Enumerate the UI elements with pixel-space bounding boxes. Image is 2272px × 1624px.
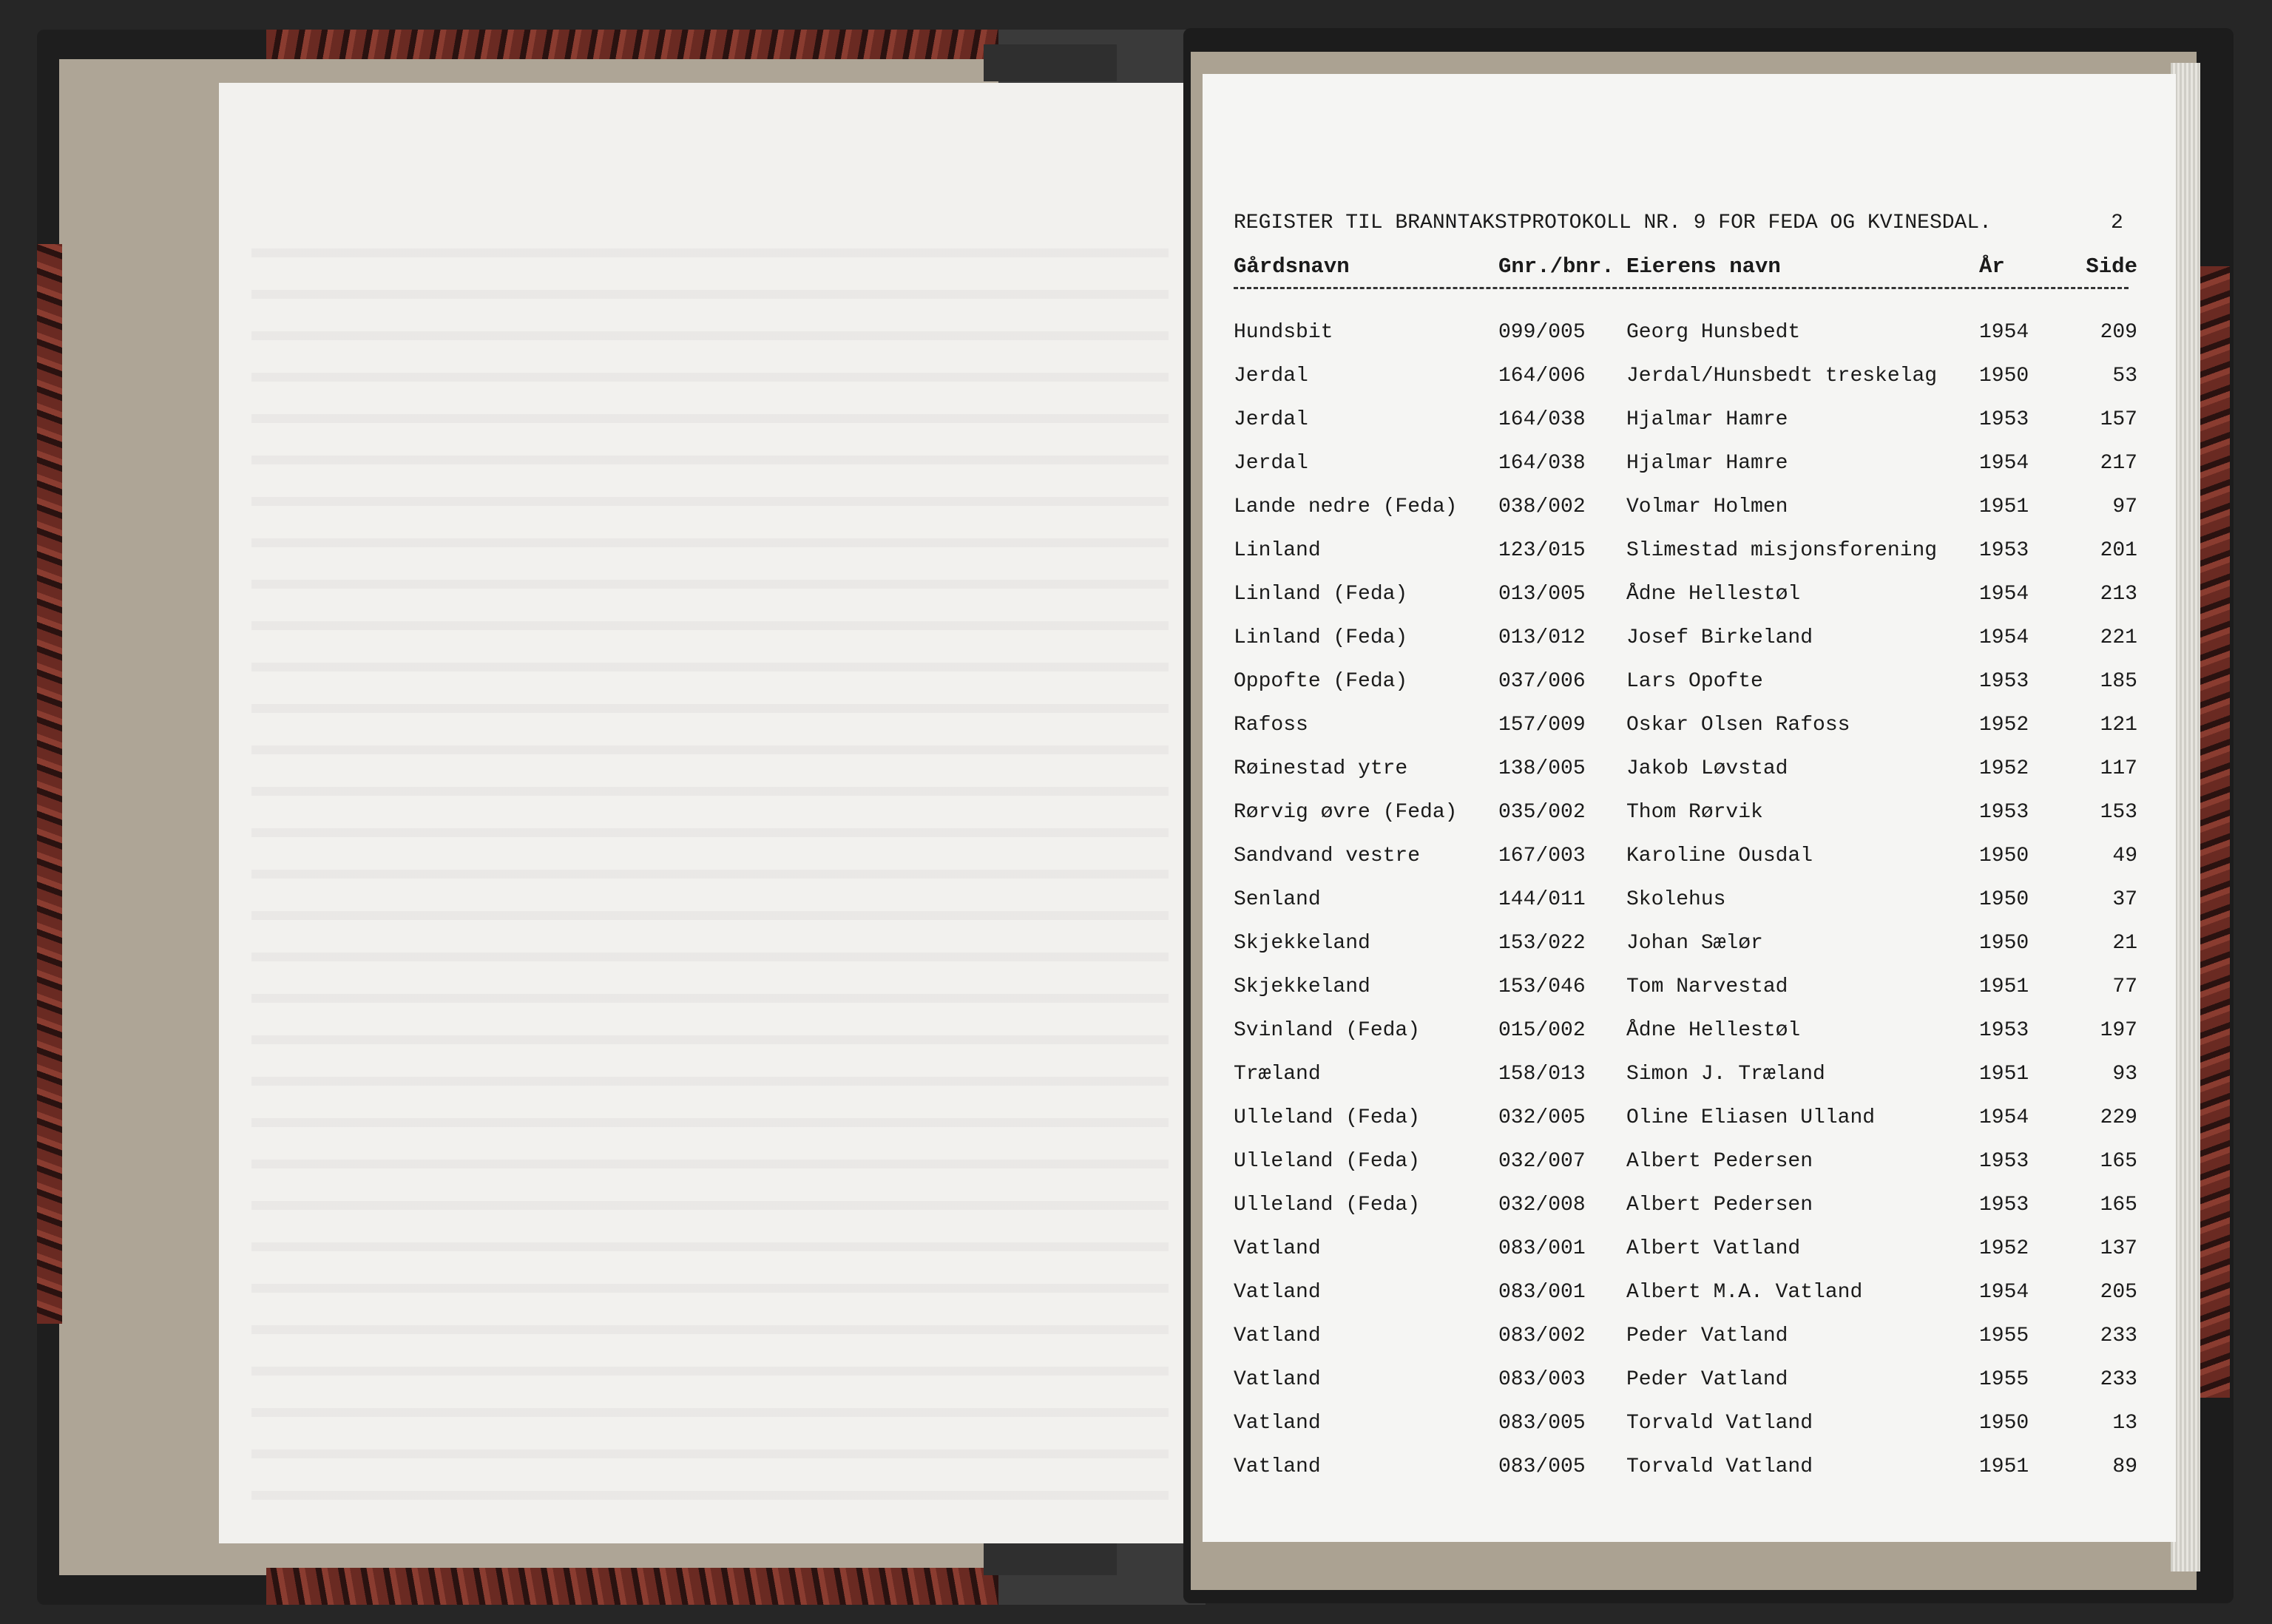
owner-cell: Oline Eliasen Ulland <box>1626 1106 1876 1129</box>
year-cell: 1951 <box>1979 495 2029 518</box>
owner-cell: Josef Birkeland <box>1626 626 1813 649</box>
farm-cell: Ulleland (Feda) <box>1234 1150 1421 1173</box>
farm-cell: Jerdal <box>1234 452 1308 475</box>
owner-cell: Hjalmar Hamre <box>1626 452 1788 475</box>
year-cell: 1954 <box>1979 321 2029 344</box>
farm-cell: Jerdal <box>1234 365 1308 388</box>
side-cell: 201 <box>2100 539 2137 562</box>
year-cell: 1953 <box>1979 408 2029 431</box>
side-cell: 117 <box>2100 757 2137 780</box>
gnr-cell: 083/001 <box>1498 1281 1586 1304</box>
table-row <box>1234 1368 2143 1398</box>
table-row <box>1234 714 2143 743</box>
farm-cell: Rafoss <box>1234 714 1308 737</box>
year-cell: 1954 <box>1979 452 2029 475</box>
farm-cell: Linland (Feda) <box>1234 626 1408 649</box>
table-row <box>1234 1324 2143 1354</box>
gnr-cell: 083/001 <box>1498 1237 1586 1260</box>
owner-cell: Ådne Hellestøl <box>1626 583 1801 606</box>
table-row <box>1234 408 2143 438</box>
table-row <box>1234 321 2143 351</box>
table-row <box>1234 1237 2143 1267</box>
owner-cell: Torvald Vatland <box>1626 1412 1813 1435</box>
table-row <box>1234 1063 2143 1092</box>
gnr-cell: 144/011 <box>1498 888 1586 911</box>
year-cell: 1950 <box>1979 1412 2029 1435</box>
side-cell: 121 <box>2100 714 2137 737</box>
table-row <box>1234 801 2143 830</box>
side-cell: 157 <box>2100 408 2137 431</box>
owner-cell: Albert M.A. Vatland <box>1626 1281 1863 1304</box>
side-cell: 221 <box>2100 626 2137 649</box>
table-row <box>1234 670 2143 700</box>
year-cell: 1950 <box>1979 845 2029 867</box>
owner-cell: Jakob Løvstad <box>1626 757 1788 780</box>
owner-cell: Albert Vatland <box>1626 1237 1801 1260</box>
year-cell: 1950 <box>1979 932 2029 955</box>
table-row <box>1234 975 2143 1005</box>
gnr-cell: 083/005 <box>1498 1412 1586 1435</box>
table-row <box>1234 1019 2143 1049</box>
table-row <box>1234 888 2143 918</box>
side-cell: 93 <box>2112 1063 2137 1086</box>
table-row <box>1234 452 2143 481</box>
side-cell: 89 <box>2112 1455 2137 1478</box>
gnr-cell: 032/008 <box>1498 1194 1586 1217</box>
farm-cell: Træland <box>1234 1063 1321 1086</box>
side-cell: 233 <box>2100 1324 2137 1347</box>
side-cell: 153 <box>2100 801 2137 824</box>
year-cell: 1952 <box>1979 1237 2029 1260</box>
farm-cell: Vatland <box>1234 1455 1321 1478</box>
gnr-cell: 164/006 <box>1498 365 1586 388</box>
marbled-edge-top <box>266 30 1006 59</box>
marbled-edge-bottom <box>266 1568 1006 1605</box>
owner-cell: Peder Vatland <box>1626 1324 1788 1347</box>
owner-cell: Hjalmar Hamre <box>1626 408 1788 431</box>
year-cell: 1953 <box>1979 670 2029 693</box>
year-cell: 1950 <box>1979 888 2029 911</box>
owner-cell: Lars Opofte <box>1626 670 1763 693</box>
year-cell: 1955 <box>1979 1324 2029 1347</box>
owner-cell: Tom Narvestad <box>1626 975 1788 998</box>
gnr-cell: 013/012 <box>1498 626 1586 649</box>
farm-cell: Senland <box>1234 888 1321 911</box>
spine-cloth-top <box>984 44 1117 81</box>
gnr-cell: 013/005 <box>1498 583 1586 606</box>
table-row <box>1234 539 2143 569</box>
document-title: REGISTER TIL BRANNTAKSTPROTOKOLL NR. 9 FOR FEDA OG KVINESDAL. <box>1234 212 1992 234</box>
table-row <box>1234 1106 2143 1136</box>
farm-cell: Vatland <box>1234 1281 1321 1304</box>
table-row <box>1234 495 2143 525</box>
side-cell: 37 <box>2112 888 2137 911</box>
table-row <box>1234 1455 2143 1485</box>
owner-cell: Oskar Olsen Rafoss <box>1626 714 1850 737</box>
year-cell: 1952 <box>1979 714 2029 737</box>
year-cell: 1954 <box>1979 1281 2029 1304</box>
year-cell: 1953 <box>1979 539 2029 562</box>
year-cell: 1952 <box>1979 757 2029 780</box>
year-cell: 1954 <box>1979 583 2029 606</box>
table-row <box>1234 1150 2143 1180</box>
farm-cell: Vatland <box>1234 1412 1321 1435</box>
gnr-cell: 157/009 <box>1498 714 1586 737</box>
gnr-cell: 083/005 <box>1498 1455 1586 1478</box>
table-row <box>1234 1194 2143 1223</box>
year-cell: 1953 <box>1979 1019 2029 1042</box>
owner-cell: Torvald Vatland <box>1626 1455 1813 1478</box>
side-cell: 205 <box>2100 1281 2137 1304</box>
side-cell: 21 <box>2112 932 2137 955</box>
year-cell: 1950 <box>1979 365 2029 388</box>
gnr-cell: 153/046 <box>1498 975 1586 998</box>
gnr-cell: 099/005 <box>1498 321 1586 344</box>
farm-cell: Skjekkeland <box>1234 932 1370 955</box>
table-row <box>1234 932 2143 961</box>
farm-cell: Oppofte (Feda) <box>1234 670 1408 693</box>
owner-cell: Volmar Holmen <box>1626 495 1788 518</box>
owner-cell: Peder Vatland <box>1626 1368 1788 1391</box>
side-cell: 197 <box>2100 1019 2137 1042</box>
farm-cell: Linland (Feda) <box>1234 583 1408 606</box>
farm-cell: Røinestad ytre <box>1234 757 1408 780</box>
year-cell: 1954 <box>1979 1106 2029 1129</box>
gnr-cell: 158/013 <box>1498 1063 1586 1086</box>
owner-cell: Georg Hunsbedt <box>1626 321 1801 344</box>
owner-cell: Thom Rørvik <box>1626 801 1763 824</box>
owner-cell: Simon J. Træland <box>1626 1063 1825 1086</box>
gnr-cell: 164/038 <box>1498 408 1586 431</box>
table-row <box>1234 845 2143 874</box>
gnr-cell: 015/002 <box>1498 1019 1586 1042</box>
table-row <box>1234 626 2143 656</box>
left-page <box>219 83 1203 1543</box>
owner-cell: Albert Pedersen <box>1626 1194 1813 1217</box>
year-cell: 1953 <box>1979 1194 2029 1217</box>
year-cell: 1951 <box>1979 975 2029 998</box>
side-cell: 53 <box>2112 365 2137 388</box>
side-cell: 213 <box>2100 583 2137 606</box>
owner-cell: Slimestad misjonsforening <box>1626 539 1938 562</box>
gnr-cell: 032/005 <box>1498 1106 1586 1129</box>
farm-cell: Lande nedre (Feda) <box>1234 495 1458 518</box>
gnr-cell: 037/006 <box>1498 670 1586 693</box>
farm-cell: Vatland <box>1234 1324 1321 1347</box>
table-row <box>1234 583 2143 612</box>
gnr-cell: 083/003 <box>1498 1368 1586 1391</box>
gnr-cell: 038/002 <box>1498 495 1586 518</box>
farm-cell: Hundsbit <box>1234 321 1333 344</box>
side-cell: 217 <box>2100 452 2137 475</box>
farm-cell: Sandvand vestre <box>1234 845 1421 867</box>
side-cell: 185 <box>2100 670 2137 693</box>
owner-cell: Ådne Hellestøl <box>1626 1019 1801 1042</box>
farm-cell: Rørvig øvre (Feda) <box>1234 801 1458 824</box>
spine-cloth-bottom <box>984 1538 1117 1575</box>
side-cell: 13 <box>2112 1412 2137 1435</box>
farm-cell: Vatland <box>1234 1237 1321 1260</box>
gnr-cell: 083/002 <box>1498 1324 1586 1347</box>
farm-cell: Vatland <box>1234 1368 1321 1391</box>
year-cell: 1953 <box>1979 801 2029 824</box>
column-header-year: År <box>1979 254 2005 279</box>
bleed-through <box>251 216 1169 1518</box>
page-number: 2 <box>2111 212 2123 234</box>
marbled-edge-left <box>37 244 62 1324</box>
farm-cell: Skjekkeland <box>1234 975 1370 998</box>
owner-cell: Karoline Ousdal <box>1626 845 1813 867</box>
side-cell: 233 <box>2100 1368 2137 1391</box>
column-header-owner: Eierens navn <box>1626 254 1781 279</box>
table-row <box>1234 1412 2143 1441</box>
side-cell: 209 <box>2100 321 2137 344</box>
side-cell: 165 <box>2100 1194 2137 1217</box>
side-cell: 97 <box>2112 495 2137 518</box>
header-rule <box>1234 287 2129 289</box>
gnr-cell: 164/038 <box>1498 452 1586 475</box>
owner-cell: Skolehus <box>1626 888 1726 911</box>
year-cell: 1951 <box>1979 1455 2029 1478</box>
year-cell: 1951 <box>1979 1063 2029 1086</box>
column-header-side: Side <box>2086 254 2137 279</box>
gnr-cell: 153/022 <box>1498 932 1586 955</box>
column-header-farm: Gårdsnavn <box>1234 254 1350 279</box>
owner-cell: Johan Sælør <box>1626 932 1763 955</box>
table-row <box>1234 365 2143 394</box>
gnr-cell: 123/015 <box>1498 539 1586 562</box>
farm-cell: Ulleland (Feda) <box>1234 1194 1421 1217</box>
farm-cell: Jerdal <box>1234 408 1308 431</box>
side-cell: 137 <box>2100 1237 2137 1260</box>
year-cell: 1955 <box>1979 1368 2029 1391</box>
marbled-edge-right <box>2200 266 2230 1398</box>
side-cell: 229 <box>2100 1106 2137 1129</box>
gnr-cell: 167/003 <box>1498 845 1586 867</box>
year-cell: 1953 <box>1979 1150 2029 1173</box>
side-cell: 49 <box>2112 845 2137 867</box>
column-header-gnr: Gnr./bnr. <box>1498 254 1615 279</box>
year-cell: 1954 <box>1979 626 2029 649</box>
gnr-cell: 032/007 <box>1498 1150 1586 1173</box>
side-cell: 165 <box>2100 1150 2137 1173</box>
owner-cell: Albert Pedersen <box>1626 1150 1813 1173</box>
gnr-cell: 138/005 <box>1498 757 1586 780</box>
gnr-cell: 035/002 <box>1498 801 1586 824</box>
owner-cell: Jerdal/Hunsbedt treskelag <box>1626 365 1938 388</box>
farm-cell: Ulleland (Feda) <box>1234 1106 1421 1129</box>
side-cell: 77 <box>2112 975 2137 998</box>
table-row <box>1234 757 2143 787</box>
farm-cell: Linland <box>1234 539 1321 562</box>
farm-cell: Svinland (Feda) <box>1234 1019 1421 1042</box>
table-row <box>1234 1281 2143 1310</box>
